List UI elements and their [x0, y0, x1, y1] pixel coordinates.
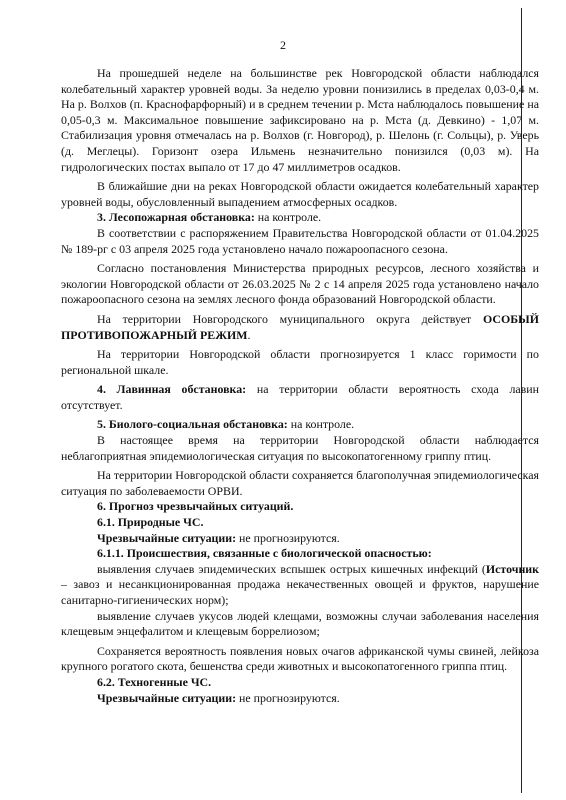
- paragraph-p12: [61, 499, 539, 515]
- paragraph-p3: [61, 210, 539, 226]
- text-run: выявление случаев укусов людей клещами, возможны случаи заболевания населения клещевым энцефалитом и клещевым боррелиозом;: [61, 608, 539, 639]
- text-run: На территории Новгородской области прогнозируется 1 класс горимости по региональной шкале.: [61, 347, 539, 377]
- bold-text: Источник: [485, 561, 539, 576]
- text-run: на территории области вероятность схода лавин отсутствует.: [61, 382, 539, 412]
- text-run: на контроле.: [254, 210, 322, 225]
- paragraph-p8: [61, 382, 539, 413]
- text-run: На территории Новгородской области сохраняется благополучная эпидемиологическая ситуация по заболеваемости ОРВИ.: [61, 468, 539, 498]
- paragraph-p11: [61, 468, 539, 499]
- paragraph-p7: [61, 347, 539, 378]
- text-run: на контроле.: [287, 417, 355, 432]
- paragraph-p19: [61, 675, 539, 691]
- paragraph-p16: [61, 562, 539, 609]
- paragraph-p14: [61, 531, 539, 547]
- paragraph-p6: [61, 312, 539, 343]
- paragraph-p5: [61, 261, 539, 308]
- bold-text: 3. Лесопожарная обстановка:: [97, 210, 255, 225]
- text-run: На территории Новгородского муниципального округа действует: [97, 311, 483, 326]
- paragraph-p15: [61, 546, 539, 562]
- text-run: В ближайшие дни на реках Новгородской области ожидается колебательный характер уровней воды, обусловленный выпадением атмосферных осадков.: [61, 179, 539, 209]
- paragraph-p1: [61, 66, 539, 175]
- text-run: .: [247, 327, 251, 342]
- paragraph-p13: [61, 515, 539, 531]
- bold-text: 6.1. Природные ЧС.: [97, 515, 204, 530]
- bold-text: Чрезвычайные ситуации:: [97, 530, 237, 545]
- text-run: Согласно постановления Министерства природных ресурсов, лесного хозяйства и экологии Новгородской области от 26.03.2025 № 2 с 14 апреля 2025 года установлено начало пожароопасного сезона на землях лесного фонда образований Новгородской области.: [61, 261, 539, 307]
- text-run: не прогнозируются.: [236, 690, 340, 705]
- bold-text: ОСОБЫЙ ПРОТИВОПОЖАРНЫЙ РЕЖИМ: [61, 311, 539, 342]
- bold-text: 5. Биолого-социальная обстановка:: [97, 417, 288, 432]
- paragraph-p20: [61, 691, 539, 707]
- paragraph-p17: [61, 609, 539, 640]
- page-number: 2: [280, 38, 286, 52]
- bold-text: 6. Прогноз чрезвычайных ситуаций.: [97, 499, 294, 514]
- bold-text: Чрезвычайные ситуации:: [97, 690, 237, 705]
- bold-text: 6.1.1. Происшествия, связанные с биологической опасностью:: [97, 546, 432, 561]
- text-run: – завоз и несанкционированная продажа некачественных овощей и фруктов, нарушение санитарно-гигиенических норм);: [61, 577, 539, 607]
- text-run: В соответствии с распоряжением Правительства Новгородской области от 01.04.2025 № 189-рг с 03 апреля 2025 года установлено начало пожароопасного сезона.: [61, 225, 539, 256]
- bold-text: 4. Лавинная обстановка:: [97, 382, 247, 397]
- bold-text: 6.2. Техногенные ЧС.: [97, 674, 212, 689]
- text-run: В настоящее время на территории Новгородской области наблюдается неблагоприятная эпидемиологическая ситуация по высокопатогенному гриппу птиц.: [61, 433, 539, 463]
- paragraph-p9: [61, 417, 539, 433]
- text-run: не прогнозируются.: [236, 530, 340, 545]
- document-body: [61, 66, 539, 706]
- paragraph-p2: [61, 179, 539, 210]
- paragraph-p10: [61, 433, 539, 464]
- text-run: На прошедшей неделе на большинстве рек Новгородской области наблюдался колебательный характер уровней воды. За неделю уровни понизились в пределах 0,03-0,4 м. На р. Волхов (п. Краснофарфорный) и в среднем течении р. Мста наблюдалось повышение на 0,05-0,3 м. Максимальное повышение зафиксировано на р. Мста (д. Девкино) - 1,07 м. Стабилизация уровня отмечалась на р. Волхов (г. Новгород), р. Шелонь (г. Сольцы), р. Уверь (д. Меглецы). Горизонт озера Ильмень незначительно понизился (0,03 м). На гидрологических постах выпало от 17 до 47 миллиметров осадков.: [61, 66, 539, 174]
- text-run: Сохраняется вероятность появления новых очагов африканской чумы свиней, лейкоза крупного рогатого скота, бешенства среди животных и высокопатогенного гриппа птиц.: [61, 643, 539, 674]
- paragraph-p4: [61, 226, 539, 257]
- text-run: выявления случаев эпидемических вспышек острых кишечных инфекций (: [97, 561, 486, 576]
- paragraph-p18: [61, 644, 539, 675]
